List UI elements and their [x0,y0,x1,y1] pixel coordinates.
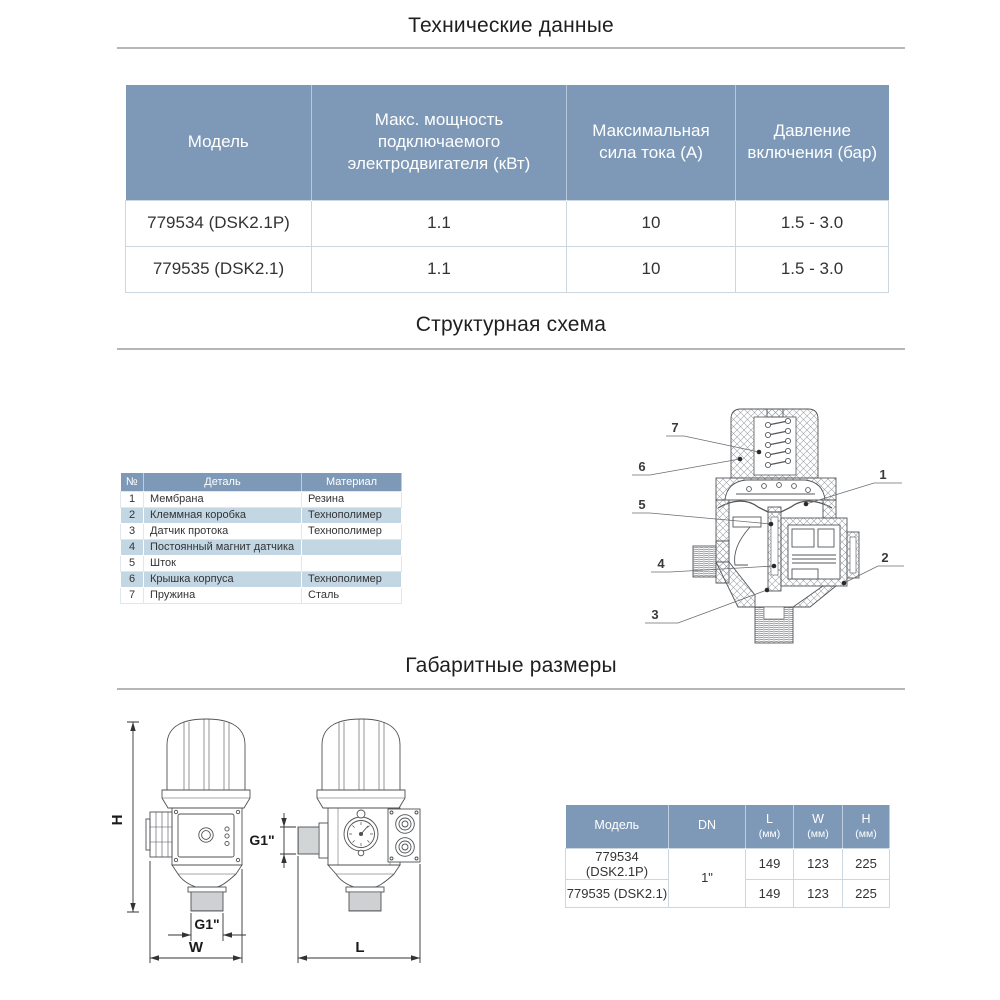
part-detail: Крышка корпуса [144,571,302,587]
dimension-h [127,722,139,912]
indicator-light [225,834,229,838]
dims-cell-w: 123 [794,848,843,879]
dims-cell-w: 123 [794,879,843,907]
dims-cell-model: 779534 (DSK2.1P) [566,848,669,879]
parts-row [121,491,402,507]
part-material [302,555,402,571]
indicator-light [225,841,229,845]
cell-pressure: 1.5 - 3.0 [736,246,889,292]
dimensions-table [565,805,890,908]
cell-model: 779534 (DSK2.1P) [126,200,312,246]
tech-header-power: Макс. мощность подключаемого электродвигателя (кВт) [312,85,567,200]
dims-header-l [746,805,794,848]
dim-label-g1-side: G1" [249,832,275,848]
part-detail: Датчик протока [144,523,302,539]
parts-table [120,473,402,604]
terminal-box-side [388,809,420,862]
dims-row [566,848,890,879]
dim-label-l: L [355,939,365,956]
dims-cell-dn: 1" [669,848,746,907]
part-material: Технополимер [302,507,402,523]
terminal-box [781,518,859,586]
part-material [302,539,402,555]
callout-5: 5 [638,497,646,512]
parts-header-material: Материал [302,473,402,491]
part-material: Технополимер [302,571,402,587]
dimensions-drawing [110,695,460,980]
dims-header-dn: DN [669,805,746,848]
dims-cell-h: 225 [843,848,890,879]
dims-header-model: Модель [566,805,669,848]
separator-line [117,47,905,49]
parts-row [121,555,402,571]
dims-header-l-letter: L [766,811,773,826]
dims-cell-model: 779535 (DSK2.1) [566,879,669,907]
part-num: 6 [121,571,144,587]
side-connector [150,812,172,857]
part-num: 3 [121,523,144,539]
dims-header-l-unit: (мм) [758,827,781,840]
part-num: 2 [121,507,144,523]
table-row [126,246,889,292]
part-num: 1 [121,491,144,507]
section-title-structural-diagram: Структурная схема [415,313,607,336]
part-material: Резина [302,491,402,507]
callout-1: 1 [879,467,887,482]
section-title-overall-dimensions: Габаритные размеры [405,654,617,677]
pressure-gauge [344,810,378,856]
parts-header-row [121,473,402,491]
dims-header-w-unit: (мм) [807,827,829,840]
dim-label-w: W [188,939,204,956]
dimension-g1-side [280,813,296,868]
side-port-thread [298,827,319,854]
callout-3: 3 [651,607,659,622]
tech-header-current: Максимальная сила тока (А) [567,85,736,200]
indicator-light [225,827,229,831]
part-num: 7 [121,587,144,603]
tech-header-row [126,85,889,200]
part-detail: Постоянный магнит датчика [144,539,302,555]
part-detail: Пружина [144,587,302,603]
tech-specs-table [125,85,889,293]
cell-model: 779535 (DSK2.1) [126,246,312,292]
dim-label-h: H [110,814,126,826]
callout-7: 7 [671,420,679,435]
part-detail: Шток [144,555,302,571]
parts-row [121,523,402,539]
part-num: 5 [121,555,144,571]
table-row [126,200,889,246]
parts-row [121,571,402,587]
dims-header-h [843,805,890,848]
part-material: Сталь [302,587,402,603]
cell-pressure: 1.5 - 3.0 [736,200,889,246]
parts-row [121,507,402,523]
separator-line [117,688,905,690]
dims-cell-l: 149 [746,848,794,879]
dimensions-drawing-svg [110,695,460,980]
structural-diagram-svg [618,395,910,653]
dims-cell-l: 149 [746,879,794,907]
control-knob [199,828,213,842]
dims-cell-h: 225 [843,879,890,907]
parts-header-detail: Деталь [144,473,302,491]
parts-header-num: № [121,473,144,491]
part-material: Технополимер [302,523,402,539]
part-detail: Мембрана [144,491,302,507]
cell-current: 10 [567,200,736,246]
tech-header-pressure: Давление включения (бар) [736,85,889,200]
separator-line [117,348,905,350]
device-front-view [146,719,250,911]
dim-label-g1-bottom: G1" [194,916,220,932]
dims-header-row [566,805,890,848]
dims-header-h-letter: H [861,811,871,826]
cell-power: 1.1 [312,246,567,292]
callout-4: 4 [657,556,665,571]
part-detail: Клеммная коробка [144,507,302,523]
parts-row [121,539,402,555]
callout-2: 2 [881,550,889,565]
cell-power: 1.1 [312,200,567,246]
dims-header-w [794,805,843,848]
parts-row [121,587,402,603]
part-num: 4 [121,539,144,555]
device-side-view [298,719,420,911]
dims-header-w-letter: W [812,811,824,826]
dims-header-h-unit: (мм) [855,827,877,840]
structural-diagram [618,395,910,653]
callout-6: 6 [638,459,646,474]
inlet-thread [693,546,716,577]
cell-current: 10 [567,246,736,292]
tech-header-model: Модель [126,85,312,200]
section-title-technical-data: Технические данные [408,14,614,37]
